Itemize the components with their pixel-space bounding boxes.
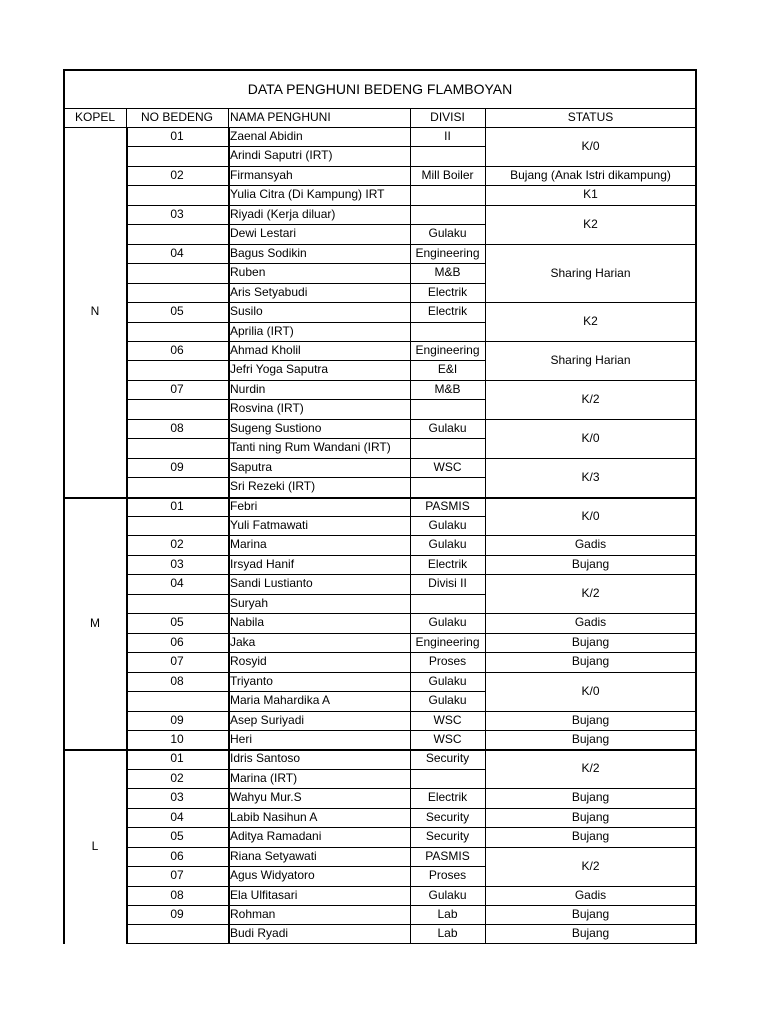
header-no-bedeng: NO BEDENG xyxy=(140,110,213,124)
grid-line xyxy=(485,827,697,828)
grid-line xyxy=(126,146,486,147)
grid-line xyxy=(485,205,697,206)
header-nama-penghuni: NAMA PENGHUNI xyxy=(230,110,331,124)
status-cell: K/2 xyxy=(581,761,600,776)
grid-line xyxy=(127,127,128,944)
divisi-cell: Gulaku xyxy=(428,420,467,435)
nama-penghuni-cell: Susilo xyxy=(230,304,263,319)
status-cell: K2 xyxy=(583,216,598,231)
no-bedeng-cell: 04 xyxy=(170,245,184,260)
nama-penghuni-cell: Marina xyxy=(230,537,267,552)
grid-line xyxy=(126,827,486,828)
nama-penghuni-cell: Aris Setyabudi xyxy=(230,284,308,299)
grid-line xyxy=(485,341,697,342)
status-cell: Bujang xyxy=(571,809,610,824)
grid-line xyxy=(485,924,697,925)
nama-penghuni-cell: Aprilia (IRT) xyxy=(230,323,294,338)
grid-line xyxy=(126,108,127,127)
divisi-cell: Proses xyxy=(428,654,467,669)
nama-penghuni-cell: Ruben xyxy=(230,265,266,280)
divisi-cell: Engineering xyxy=(415,634,480,649)
grid-line xyxy=(485,419,697,420)
table-title: DATA PENGHUNI BEDENG FLAMBOYAN xyxy=(247,81,513,97)
nama-penghuni-cell: Sugeng Sustiono xyxy=(230,420,322,435)
nama-penghuni-cell: Wahyu Mur.S xyxy=(230,790,302,805)
nama-penghuni-cell: Saputra xyxy=(230,459,273,474)
grid-line xyxy=(126,244,486,245)
grid-line xyxy=(126,691,486,692)
grid-line xyxy=(126,302,486,303)
grid-line xyxy=(126,633,486,634)
grid-line xyxy=(126,652,486,653)
grid-line xyxy=(126,711,486,712)
no-bedeng-cell xyxy=(126,146,228,165)
header-kopel: KOPEL xyxy=(74,110,116,124)
nama-penghuni-cell: Bagus Sodikin xyxy=(230,245,307,260)
grid-line xyxy=(126,419,486,420)
grid-line xyxy=(485,302,697,303)
status-cell: K/3 xyxy=(581,469,600,484)
divisi-cell: WSC xyxy=(433,712,462,727)
status-cell: K/2 xyxy=(581,391,600,406)
no-bedeng-cell: 05 xyxy=(170,615,184,630)
grid-line xyxy=(126,380,486,381)
grid-line xyxy=(126,205,486,206)
nama-penghuni-cell: Dewi Lestari xyxy=(230,226,297,241)
status-cell: Bujang xyxy=(571,634,610,649)
grid-line xyxy=(485,808,697,809)
status-cell: Gadis xyxy=(574,615,607,630)
divisi-cell: Electrik xyxy=(427,284,468,299)
nama-penghuni-cell: Febri xyxy=(230,498,258,513)
no-bedeng-cell: 03 xyxy=(170,556,184,571)
nama-penghuni-cell: Labib Nasihun A xyxy=(230,809,318,824)
no-bedeng-cell: 01 xyxy=(170,751,184,766)
divisi-cell xyxy=(410,594,485,613)
nama-penghuni-cell: Asep Suriyadi xyxy=(230,712,305,727)
divisi-cell: Proses xyxy=(428,868,467,883)
divisi-cell: WSC xyxy=(433,459,462,474)
status-cell: K/2 xyxy=(581,858,600,873)
no-bedeng-cell: 06 xyxy=(170,342,184,357)
nama-penghuni-cell: Firmansyah xyxy=(230,167,293,182)
no-bedeng-cell xyxy=(126,924,228,943)
grid-line xyxy=(485,244,697,245)
grid-line xyxy=(126,730,486,731)
grid-line xyxy=(485,886,697,887)
nama-penghuni-cell: Marina (IRT) xyxy=(230,770,298,785)
status-cell: Gadis xyxy=(574,887,607,902)
kopel-cell: N xyxy=(90,304,100,318)
grid-line xyxy=(126,555,486,556)
divisi-cell: II xyxy=(444,129,451,143)
divisi-cell: Security xyxy=(425,809,470,824)
grid-line xyxy=(126,613,486,614)
grid-line xyxy=(126,166,486,167)
grid-line xyxy=(485,711,697,712)
grid-line xyxy=(485,555,697,556)
no-bedeng-cell: 05 xyxy=(170,829,184,844)
divisi-cell: Security xyxy=(425,829,470,844)
grid-line xyxy=(485,185,697,186)
grid-line xyxy=(485,730,697,731)
grid-line xyxy=(126,360,486,361)
grid-line xyxy=(126,847,486,848)
no-bedeng-cell: 07 xyxy=(170,868,184,883)
grid-line xyxy=(485,672,697,673)
no-bedeng-cell: 06 xyxy=(170,848,184,863)
kopel-cell: L xyxy=(91,839,99,854)
status-cell: K/0 xyxy=(581,430,600,445)
divisi-cell xyxy=(410,146,485,165)
status-cell: Bujang xyxy=(571,907,610,921)
divisi-cell: E&I xyxy=(437,362,458,377)
no-bedeng-cell xyxy=(126,322,228,341)
divisi-cell: M&B xyxy=(434,381,461,396)
grid-line xyxy=(63,69,65,944)
nama-penghuni-cell: Nurdin xyxy=(230,381,266,396)
nama-penghuni-cell: Jefri Yoga Saputra xyxy=(230,362,329,377)
status-cell: Bujang (Anak Istri dikampung) xyxy=(510,167,671,182)
no-bedeng-cell xyxy=(126,691,228,710)
divisi-cell: Electrik xyxy=(427,304,468,319)
divisi-cell xyxy=(410,205,485,224)
status-cell: K/0 xyxy=(581,139,600,153)
no-bedeng-cell: 01 xyxy=(170,498,184,513)
grid-line xyxy=(485,788,697,789)
status-cell: K/0 xyxy=(581,683,600,698)
grid-line xyxy=(126,808,486,809)
no-bedeng-cell: 07 xyxy=(170,381,184,396)
divisi-cell: Divisi II xyxy=(428,576,467,591)
grid-line xyxy=(126,886,486,887)
grid-line xyxy=(126,224,486,225)
no-bedeng-cell: 02 xyxy=(170,770,184,785)
nama-penghuni-cell: Zaenal Abidin xyxy=(230,129,303,143)
nama-penghuni-cell: Maria Mahardika A xyxy=(230,693,331,708)
nama-penghuni-cell: Rosyid xyxy=(230,654,267,669)
nama-penghuni-cell: Jaka xyxy=(230,634,256,649)
grid-line xyxy=(126,185,486,186)
divisi-cell: PASMIS xyxy=(425,498,470,513)
nama-penghuni-cell: Yulia Citra (Di Kampung) IRT xyxy=(230,187,385,202)
grid-line xyxy=(126,672,486,673)
grid-line xyxy=(126,943,697,944)
divisi-cell xyxy=(410,477,485,496)
grid-line xyxy=(126,905,486,906)
grid-line xyxy=(485,458,697,459)
no-bedeng-cell xyxy=(126,263,228,282)
nama-penghuni-cell: Ahmad Kholil xyxy=(230,342,301,357)
grid-line xyxy=(410,108,411,127)
no-bedeng-cell: 04 xyxy=(170,576,184,591)
divisi-cell: Gulaku xyxy=(428,693,467,708)
nama-penghuni-cell: Heri xyxy=(230,731,253,746)
divisi-cell: PASMIS xyxy=(425,848,470,863)
status-cell: Bujang xyxy=(571,654,610,669)
grid-line xyxy=(63,750,697,751)
status-cell: Bujang xyxy=(571,790,610,805)
nama-penghuni-cell: Budi Ryadi xyxy=(230,926,289,941)
status-cell: Sharing Harian xyxy=(550,352,631,367)
status-cell: K/0 xyxy=(581,508,600,523)
no-bedeng-cell xyxy=(126,477,228,496)
nama-penghuni-cell: Irsyad Hanif xyxy=(230,556,295,571)
header-divisi: DIVISI xyxy=(430,110,465,124)
divisi-cell: Gulaku xyxy=(428,537,467,552)
grid-line xyxy=(126,788,486,789)
grid-line xyxy=(63,70,697,71)
grid-line xyxy=(126,283,486,284)
no-bedeng-cell xyxy=(126,360,228,379)
divisi-cell xyxy=(410,322,485,341)
grid-line xyxy=(485,905,697,906)
nama-penghuni-cell: Yuli Fatmawati xyxy=(230,518,309,532)
no-bedeng-cell xyxy=(126,283,228,302)
divisi-cell xyxy=(410,438,485,457)
no-bedeng-cell: 02 xyxy=(170,537,184,552)
nama-penghuni-cell: Sandi Lustianto xyxy=(230,576,313,591)
no-bedeng-cell: 09 xyxy=(170,459,184,474)
grid-line xyxy=(485,847,697,848)
grid-line xyxy=(485,652,697,653)
status-cell: Bujang xyxy=(571,731,610,746)
nama-penghuni-cell: Triyanto xyxy=(230,673,273,688)
nama-penghuni-cell: Riyadi (Kerja diluar) xyxy=(230,206,336,221)
divisi-cell xyxy=(410,185,485,204)
no-bedeng-cell: 08 xyxy=(170,420,184,435)
nama-penghuni-cell: Tanti ning Rum Wandani (IRT) xyxy=(230,440,391,455)
grid-line xyxy=(126,769,486,770)
grid-line xyxy=(410,127,411,944)
grid-line xyxy=(63,127,697,128)
divisi-cell: Mill Boiler xyxy=(421,167,474,182)
nama-penghuni-cell: Ela Ulfitasari xyxy=(230,887,298,902)
divisi-cell: Gulaku xyxy=(428,226,467,241)
nama-penghuni-cell: Sri Rezeki (IRT) xyxy=(230,479,316,494)
no-bedeng-cell: 03 xyxy=(170,206,184,221)
status-cell: Gadis xyxy=(574,537,607,552)
no-bedeng-cell xyxy=(126,516,228,535)
nama-penghuni-cell: Rosvina (IRT) xyxy=(230,401,304,416)
grid-line xyxy=(126,322,486,323)
no-bedeng-cell: 05 xyxy=(170,304,184,319)
nama-penghuni-cell: Rohman xyxy=(230,907,276,921)
kopel-cell: M xyxy=(90,615,100,630)
grid-line xyxy=(485,166,697,167)
nama-penghuni-cell: Arindi Saputri (IRT) xyxy=(230,148,333,163)
grid-line xyxy=(126,263,486,264)
status-cell: Sharing Harian xyxy=(550,265,631,280)
divisi-cell: M&B xyxy=(434,265,461,280)
divisi-cell xyxy=(410,769,485,788)
divisi-cell: Electrik xyxy=(427,556,468,571)
status-cell: Bujang xyxy=(571,926,610,941)
no-bedeng-cell: 06 xyxy=(170,634,184,649)
grid-line xyxy=(63,498,697,499)
grid-line xyxy=(485,535,697,536)
grid-line xyxy=(126,458,486,459)
grid-line xyxy=(63,108,697,109)
divisi-cell: Gulaku xyxy=(428,518,467,532)
no-bedeng-cell xyxy=(126,399,228,418)
divisi-cell: Engineering xyxy=(415,342,480,357)
grid-line xyxy=(485,380,697,381)
grid-line xyxy=(485,108,486,127)
divisi-cell: Lab xyxy=(437,907,458,921)
grid-line xyxy=(126,399,486,400)
grid-line xyxy=(126,477,486,478)
grid-line xyxy=(126,341,486,342)
nama-penghuni-cell: Suryah xyxy=(230,595,269,610)
grid-line xyxy=(126,594,486,595)
grid-line xyxy=(126,924,486,925)
status-cell: Bujang xyxy=(571,556,610,571)
no-bedeng-cell xyxy=(126,594,228,613)
divisi-cell: Gulaku xyxy=(428,615,467,630)
divisi-cell: Security xyxy=(425,751,470,766)
grid-line xyxy=(485,574,697,575)
no-bedeng-cell: 07 xyxy=(170,654,184,669)
status-cell: Bujang xyxy=(571,712,610,727)
no-bedeng-cell: 08 xyxy=(170,887,184,902)
no-bedeng-cell: 10 xyxy=(170,731,184,746)
no-bedeng-cell: 09 xyxy=(170,712,184,727)
nama-penghuni-cell: Nabila xyxy=(230,615,265,630)
divisi-cell: WSC xyxy=(433,731,462,746)
grid-line xyxy=(695,69,697,944)
nama-penghuni-cell: Idris Santoso xyxy=(230,751,301,766)
grid-line xyxy=(126,574,486,575)
grid-line xyxy=(126,535,486,536)
no-bedeng-cell: 04 xyxy=(170,809,184,824)
divisi-cell: Engineering xyxy=(415,245,480,260)
status-cell: K1 xyxy=(583,187,598,202)
grid-line xyxy=(126,866,486,867)
divisi-cell: Electrik xyxy=(427,790,468,805)
no-bedeng-cell xyxy=(126,224,228,243)
divisi-cell: Lab xyxy=(437,926,458,941)
grid-line xyxy=(485,613,697,614)
divisi-cell: Gulaku xyxy=(428,887,467,902)
no-bedeng-cell xyxy=(126,438,228,457)
no-bedeng-cell: 03 xyxy=(170,790,184,805)
no-bedeng-cell: 08 xyxy=(170,673,184,688)
status-cell: K2 xyxy=(583,314,598,329)
no-bedeng-cell: 01 xyxy=(170,129,184,143)
no-bedeng-cell: 02 xyxy=(170,167,184,182)
header-status: STATUS xyxy=(567,110,614,124)
grid-line xyxy=(228,108,229,127)
nama-penghuni-cell: Riana Setyawati xyxy=(230,848,317,863)
status-cell: Bujang xyxy=(571,829,610,844)
grid-line xyxy=(485,633,697,634)
divisi-cell xyxy=(410,399,485,418)
nama-penghuni-cell: Aditya Ramadani xyxy=(230,829,322,844)
divisi-cell: Gulaku xyxy=(428,673,467,688)
grid-line xyxy=(126,516,486,517)
no-bedeng-cell: 09 xyxy=(170,907,184,921)
status-cell: K/2 xyxy=(581,586,600,601)
grid-line xyxy=(485,127,486,944)
grid-line xyxy=(126,438,486,439)
nama-penghuni-cell: Agus Widyatoro xyxy=(230,868,315,883)
no-bedeng-cell xyxy=(126,185,228,204)
grid-line xyxy=(229,127,230,944)
